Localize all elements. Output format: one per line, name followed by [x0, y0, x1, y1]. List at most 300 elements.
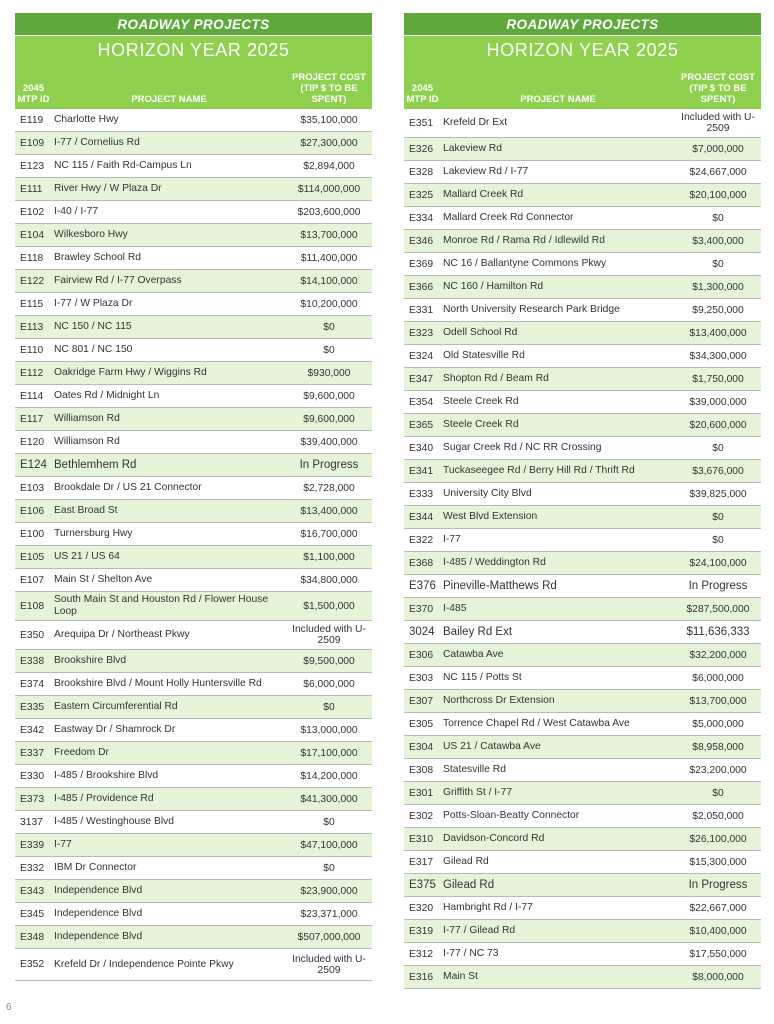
project-id: E352	[20, 959, 45, 970]
project-id: E334	[409, 212, 434, 224]
name-column-header: PROJECT NAME	[520, 94, 596, 105]
project-name: Williamson Rd	[54, 413, 120, 424]
project-id: E120	[20, 436, 45, 448]
project-id: E335	[20, 701, 45, 713]
project-cost: $8,000,000	[692, 971, 744, 983]
project-name: West Blvd Extension	[443, 511, 538, 522]
project-cost: $10,400,000	[689, 925, 747, 937]
project-id: E104	[20, 229, 45, 241]
project-cost: $23,200,000	[689, 764, 747, 776]
project-name: Independence Blvd	[54, 908, 143, 919]
project-id: E122	[20, 275, 45, 287]
project-cost: $9,600,000	[303, 390, 355, 402]
project-name: Krefeld Dr Ext	[443, 117, 508, 128]
table-row	[15, 523, 372, 546]
project-id: E123	[20, 160, 45, 172]
project-cost: $27,300,000	[300, 137, 358, 149]
table-row	[15, 569, 372, 592]
project-cost: $14,200,000	[300, 770, 358, 782]
project-cost: $20,600,000	[689, 419, 747, 431]
project-cost: $47,100,000	[300, 839, 358, 851]
project-cost: In Progress	[299, 458, 359, 471]
table-row	[15, 926, 372, 949]
table-row	[404, 414, 761, 437]
project-name: Freedom Dr	[54, 747, 109, 758]
project-id: E115	[20, 298, 44, 310]
table-row	[404, 345, 761, 368]
project-cost: $5,000,000	[692, 718, 744, 730]
table-row	[15, 719, 372, 742]
project-id: E325	[409, 189, 434, 201]
project-name: Wilkesboro Hwy	[54, 229, 128, 240]
project-id: E317	[409, 856, 434, 868]
project-cost: $26,100,000	[689, 833, 747, 845]
project-id: E310	[409, 833, 434, 845]
project-cost: $11,400,000	[300, 252, 358, 264]
right-project-table	[404, 13, 761, 989]
project-cost: $930,000	[307, 367, 351, 379]
table-row	[404, 506, 761, 529]
table-row	[15, 454, 372, 477]
table-row	[404, 253, 761, 276]
table-row	[15, 857, 372, 880]
project-name: Bethlemhem Rd	[54, 459, 137, 471]
project-name: Brookshire Blvd	[54, 655, 127, 666]
project-name: Steele Creek Rd	[443, 396, 519, 407]
table-row	[15, 270, 372, 293]
project-name: Monroe Rd / Rama Rd / Idlewild Rd	[443, 235, 605, 246]
table-row	[404, 460, 761, 483]
project-id: E322	[409, 534, 434, 546]
project-id: E330	[20, 770, 45, 782]
project-id: E105	[20, 551, 45, 563]
table-row	[15, 696, 372, 719]
project-id: E319	[409, 925, 434, 937]
project-id: E305	[409, 718, 434, 730]
project-id: E342	[20, 724, 45, 736]
project-cost: $0	[712, 534, 724, 546]
project-cost: $20,100,000	[689, 189, 747, 201]
left-project-table	[15, 13, 372, 981]
project-cost: $32,200,000	[689, 649, 747, 661]
table-row	[404, 184, 761, 207]
project-id: E345	[20, 908, 45, 920]
project-name: Main St	[443, 971, 478, 982]
table-row	[15, 385, 372, 408]
project-cost: $0	[323, 344, 335, 356]
table-row	[404, 966, 761, 989]
project-cost: $0	[712, 258, 724, 270]
project-name: Northcross Dr Extension	[443, 695, 555, 706]
project-id: 3137	[20, 816, 43, 828]
table-row	[15, 621, 372, 650]
left-table-body	[15, 109, 372, 981]
roadway-projects-banner: ROADWAY PROJECTS	[15, 13, 372, 35]
table-row	[404, 207, 761, 230]
project-name: Lakeview Rd	[443, 143, 502, 154]
project-id: E107	[20, 574, 45, 586]
project-cost: $9,600,000	[303, 413, 355, 425]
table-row	[404, 598, 761, 621]
project-id: E332	[20, 862, 45, 874]
table-row	[15, 949, 372, 981]
project-name: Davidson-Concord Rd	[443, 833, 545, 844]
right-table-body	[404, 109, 761, 989]
project-cost: $23,371,000	[300, 908, 358, 920]
project-name: Williamson Rd	[54, 436, 120, 447]
table-row	[404, 874, 761, 897]
project-name: Griffith St / I-77	[443, 787, 513, 798]
page-number: 6	[6, 1002, 12, 1013]
project-name: Brookshire Blvd / Mount Holly Huntersville Rd	[54, 678, 262, 689]
project-id: E110	[20, 344, 44, 356]
table-row	[15, 293, 372, 316]
project-name: Eastway Dr / Shamrock Dr	[54, 724, 176, 735]
project-cost: $9,250,000	[692, 304, 744, 316]
table-row	[404, 920, 761, 943]
table-row	[404, 621, 761, 644]
table-row	[15, 201, 372, 224]
table-row	[15, 247, 372, 270]
table-row	[15, 109, 372, 132]
project-id: E302	[409, 810, 434, 822]
project-cost: $34,800,000	[300, 574, 358, 586]
table-row	[404, 368, 761, 391]
project-name: Oates Rd / Midnight Ln	[54, 390, 160, 401]
project-name: I-77 / Cornelius Rd	[54, 137, 140, 148]
project-cost: $24,100,000	[689, 557, 747, 569]
table-row	[15, 431, 372, 454]
project-name: US 21 / US 64	[54, 551, 120, 562]
project-cost: $3,676,000	[692, 465, 744, 477]
table-row	[15, 477, 372, 500]
project-name: Sugar Creek Rd / NC RR Crossing	[443, 442, 602, 453]
name-column-header: PROJECT NAME	[131, 94, 207, 105]
table-row	[404, 529, 761, 552]
project-name: River Hwy / W Plaza Dr	[54, 183, 162, 194]
project-id: E312	[409, 948, 434, 960]
table-row	[404, 138, 761, 161]
project-id: E118	[20, 252, 44, 264]
project-name: Shopton Rd / Beam Rd	[443, 373, 549, 384]
project-id: E343	[20, 885, 45, 897]
project-name: NC 115 / Faith Rd-Campus Ln	[54, 160, 192, 171]
project-cost: Included with U-2509	[292, 953, 366, 976]
project-cost: $35,100,000	[300, 114, 358, 126]
project-cost: $0	[323, 862, 335, 874]
project-id: E328	[409, 166, 434, 178]
project-id: E323	[409, 327, 434, 339]
table-row	[15, 224, 372, 247]
project-cost: $22,667,000	[689, 902, 747, 914]
project-id: E117	[20, 413, 44, 425]
table-row	[15, 903, 372, 926]
project-id: E339	[20, 839, 45, 851]
table-row	[15, 178, 372, 201]
project-name: NC 16 / Ballantyne Commons Pkwy	[443, 258, 607, 269]
table-row	[15, 834, 372, 857]
project-name: Gilead Rd	[443, 879, 495, 891]
project-cost: $1,500,000	[303, 600, 355, 612]
table-row	[15, 408, 372, 431]
project-cost: $507,000,000	[297, 931, 361, 943]
project-name: Pineville-Matthews Rd	[443, 580, 557, 592]
table-row	[404, 230, 761, 253]
project-name: I-485 / Brookshire Blvd	[54, 770, 159, 781]
project-id: E366	[409, 281, 434, 293]
table-row	[15, 788, 372, 811]
table-row	[15, 500, 372, 523]
project-cost: $0	[323, 816, 335, 828]
table-row	[404, 299, 761, 322]
project-name: Torrence Chapel Rd / West Catawba Ave	[443, 718, 630, 729]
project-cost: $17,550,000	[689, 948, 747, 960]
table-row	[404, 713, 761, 736]
project-id: E338	[20, 655, 45, 667]
table-row	[404, 644, 761, 667]
project-id: E119	[20, 114, 44, 126]
project-cost: $13,400,000	[300, 505, 358, 517]
project-cost: $34,300,000	[689, 350, 747, 362]
project-cost: Included with U-2509	[292, 624, 366, 646]
table-row	[404, 782, 761, 805]
project-cost: $39,000,000	[689, 396, 747, 408]
project-name: I-485 / Providence Rd	[54, 793, 154, 804]
project-cost: $0	[712, 442, 724, 454]
project-id: E306	[409, 649, 434, 661]
project-id: E113	[20, 321, 44, 333]
table-row	[15, 811, 372, 834]
project-name: Mallard Creek Rd Connector	[443, 212, 574, 223]
project-cost: $9,500,000	[303, 655, 355, 667]
table-row	[404, 109, 761, 138]
project-cost: $6,000,000	[692, 672, 744, 684]
table-row	[404, 276, 761, 299]
project-id: E354	[409, 396, 434, 408]
table-row	[404, 851, 761, 874]
project-name: I-77 / Gilead Rd	[443, 925, 516, 936]
project-id: E350	[20, 629, 45, 641]
project-name: Potts-Sloan-Beatty Connector	[443, 810, 580, 821]
project-name: Steele Creek Rd	[443, 419, 519, 430]
horizon-year-heading: HORIZON YEAR 2025	[404, 36, 761, 64]
project-name: Old Statesville Rd	[443, 350, 525, 361]
project-id: E368	[409, 557, 434, 569]
project-cost: $13,700,000	[300, 229, 358, 241]
project-name: NC 150 / NC 115	[54, 321, 132, 332]
project-cost: $2,050,000	[692, 810, 744, 822]
table-row	[404, 483, 761, 506]
project-cost: $0	[323, 701, 335, 713]
project-id: E108	[20, 600, 45, 612]
project-cost: $114,000,000	[297, 183, 361, 195]
project-id: E346	[409, 235, 434, 247]
table-row	[404, 667, 761, 690]
project-cost: $23,900,000	[300, 885, 358, 897]
project-name: Brawley School Rd	[54, 252, 141, 263]
project-name: Independence Blvd	[54, 931, 143, 942]
project-name: Turnersburg Hwy	[54, 528, 133, 539]
table-row	[15, 155, 372, 178]
project-name: Main St / Shelton Ave	[54, 574, 153, 585]
project-cost: $17,100,000	[300, 747, 358, 759]
project-cost: $16,700,000	[300, 528, 358, 540]
project-name: I-485	[443, 603, 467, 614]
project-id: E326	[409, 143, 434, 155]
project-cost: $24,667,000	[689, 166, 747, 178]
project-cost: $0	[712, 787, 724, 799]
project-id: E347	[409, 373, 434, 385]
project-name: Fairview Rd / I-77 Overpass	[54, 275, 182, 286]
project-id: E303	[409, 672, 434, 684]
roadway-projects-banner: ROADWAY PROJECTS	[404, 13, 761, 35]
id-column-header: 2045 MTP ID	[406, 83, 439, 105]
project-cost: In Progress	[688, 878, 748, 891]
project-cost: In Progress	[688, 579, 748, 592]
project-cost: $41,300,000	[300, 793, 358, 805]
project-name: East Broad St	[54, 505, 118, 516]
project-name: Bailey Rd Ext	[443, 626, 513, 638]
project-cost: Included with U-2509	[681, 112, 755, 134]
project-name: NC 160 / Hamilton Rd	[443, 281, 544, 292]
project-id: E109	[20, 137, 45, 149]
table-row	[15, 592, 372, 621]
project-cost: $287,500,000	[686, 603, 750, 615]
project-name: Lakeview Rd / I-77	[443, 166, 529, 177]
project-name: I-40 / I-77	[54, 206, 99, 217]
project-id: E375	[409, 879, 436, 891]
project-id: E340	[409, 442, 434, 454]
project-id: E307	[409, 695, 434, 707]
project-id: E365	[409, 419, 434, 431]
project-id: E324	[409, 350, 434, 362]
table-row	[15, 650, 372, 673]
project-id: E333	[409, 488, 434, 500]
project-name: Gilead Rd	[443, 856, 489, 867]
project-cost: $7,000,000	[692, 143, 744, 155]
project-id: E331	[409, 304, 434, 316]
project-cost: $11,636,333	[686, 625, 750, 638]
project-cost: $6,000,000	[303, 678, 355, 690]
table-row	[404, 759, 761, 782]
project-name: I-77	[443, 534, 461, 545]
project-name: IBM Dr Connector	[54, 862, 137, 873]
table-row	[404, 575, 761, 598]
project-name: Statesville Rd	[443, 764, 506, 775]
table-header	[404, 64, 761, 109]
table-row	[15, 339, 372, 362]
project-name: NC 115 / Potts St	[443, 672, 522, 683]
project-id: E102	[20, 206, 45, 218]
project-cost: $1,300,000	[692, 281, 744, 293]
project-name: Mallard Creek Rd	[443, 189, 524, 200]
project-id: E103	[20, 482, 45, 494]
project-cost: $203,600,000	[297, 206, 361, 218]
project-name: Hambright Rd / I-77	[443, 902, 533, 913]
project-name: I-77 / NC 73	[443, 948, 499, 959]
project-id: E308	[409, 764, 434, 776]
table-row	[15, 880, 372, 903]
project-id: E374	[20, 678, 45, 690]
table-row	[404, 736, 761, 759]
project-cost: $15,300,000	[689, 856, 747, 868]
cost-column-header: PROJECT COST (TIP $ TO BE SPENT)	[681, 72, 755, 105]
project-id: E351	[409, 117, 434, 129]
project-name: Tuckaseegee Rd / Berry Hill Rd / Thrift Rd	[443, 465, 635, 476]
project-cost: $2,894,000	[303, 160, 355, 172]
project-name: Charlotte Hwy	[54, 114, 119, 125]
project-cost: $13,700,000	[689, 695, 747, 707]
project-cost: $0	[323, 321, 335, 333]
project-cost: $10,200,000	[300, 298, 358, 310]
project-name: NC 801 / NC 150	[54, 344, 133, 355]
project-name: US 21 / Catawba Ave	[443, 741, 541, 752]
table-row	[15, 362, 372, 385]
project-id: E111	[20, 183, 43, 195]
table-header	[15, 64, 372, 109]
project-name: South Main St and Houston Rd / Flower House Loop	[54, 594, 269, 617]
project-id: E304	[409, 741, 434, 753]
table-row	[15, 742, 372, 765]
project-cost: $1,100,000	[303, 551, 355, 563]
project-cost: $2,728,000	[303, 482, 355, 494]
project-cost: $0	[712, 511, 724, 523]
table-row	[404, 161, 761, 184]
table-row	[404, 552, 761, 575]
project-id: E301	[409, 787, 434, 799]
project-cost: $39,400,000	[300, 436, 358, 448]
table-row	[15, 316, 372, 339]
project-name: Oakridge Farm Hwy / Wiggins Rd	[54, 367, 207, 378]
project-id: E124	[20, 459, 47, 471]
project-id: E320	[409, 902, 434, 914]
project-name: Krefeld Dr / Independence Pointe Pkwy	[54, 958, 234, 970]
project-id: E100	[20, 528, 45, 540]
project-id: 3024	[409, 626, 435, 638]
project-name: I-77 / W Plaza Dr	[54, 298, 133, 309]
project-id: E112	[20, 367, 44, 379]
table-row	[404, 322, 761, 345]
project-name: Brookdale Dr / US 21 Connector	[54, 482, 202, 493]
project-name: Odell School Rd	[443, 327, 518, 338]
project-cost: $3,400,000	[692, 235, 744, 247]
project-name: North University Research Park Bridge	[443, 304, 620, 315]
project-cost: $13,400,000	[689, 327, 747, 339]
project-id: E106	[20, 505, 45, 517]
table-row	[15, 673, 372, 696]
table-row	[404, 805, 761, 828]
project-name: I-485 / Westinghouse Blvd	[54, 816, 175, 827]
project-id: E337	[20, 747, 45, 759]
project-id: E348	[20, 931, 45, 943]
table-row	[15, 765, 372, 788]
project-id: E373	[20, 793, 45, 805]
project-id: E369	[409, 258, 434, 270]
project-id: E114	[20, 390, 44, 402]
table-row	[404, 897, 761, 920]
horizon-year-heading: HORIZON YEAR 2025	[15, 36, 372, 64]
project-cost: $14,100,000	[300, 275, 358, 287]
project-cost: $8,958,000	[692, 741, 744, 753]
project-id: E316	[409, 971, 434, 983]
project-name: Arequipa Dr / Northeast Pkwy	[54, 629, 190, 640]
project-cost: $0	[712, 212, 724, 224]
project-id: E341	[409, 465, 434, 477]
cost-column-header: PROJECT COST (TIP $ TO BE SPENT)	[292, 72, 366, 105]
table-row	[404, 828, 761, 851]
project-name: Eastern Circumferential Rd	[54, 701, 178, 712]
table-row	[404, 690, 761, 713]
